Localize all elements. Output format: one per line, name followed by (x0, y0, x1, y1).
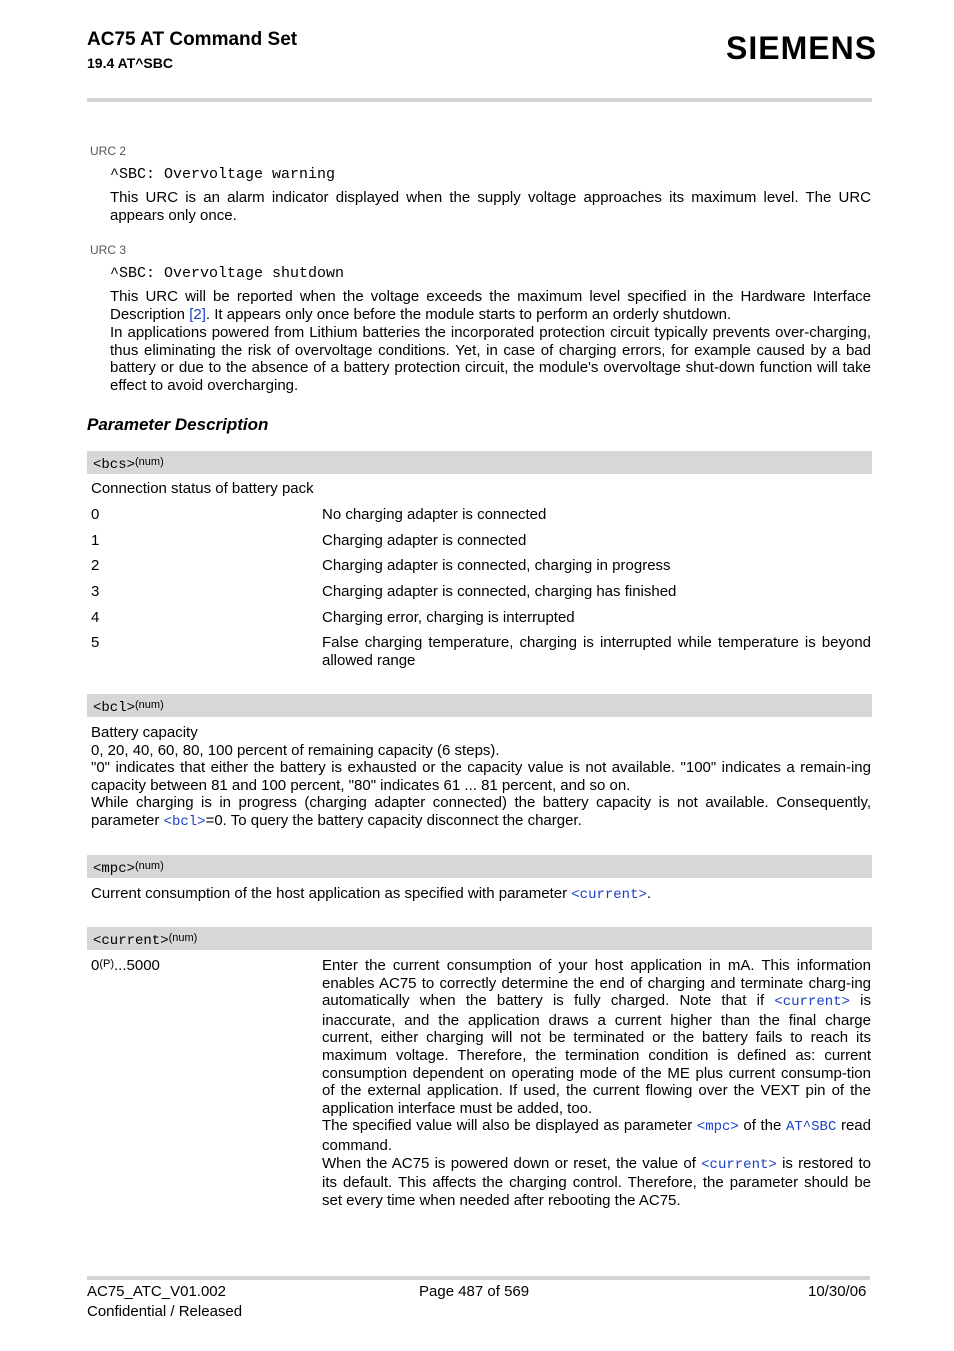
bcl-param-name: <bcl> (93, 700, 136, 716)
bcs-value: 3 (91, 583, 100, 600)
urc3-description: This URC will be reported when the voltage exceeds the maximum level specified in the Hardware Interface Description [2]. It appears only once before the module starts to perform an orderly shutdown. (110, 288, 871, 323)
bcl-param-header (87, 694, 872, 717)
footer-page-number: Page 487 of 569 (419, 1283, 530, 1300)
bcs-value-desc: Charging adapter is connected (322, 532, 527, 549)
bcs-value: 5 (91, 634, 100, 651)
current-param-link[interactable]: <current> (571, 887, 647, 903)
current-param-link[interactable]: <current> (701, 1156, 777, 1173)
urc2-description: This URC is an alarm indicator displayed when the supply voltage approaches its maximum level. The URC appears only once. (110, 189, 871, 224)
current-param-type: (num) (168, 932, 198, 944)
bcs-value: 0 (91, 506, 100, 523)
parameter-description-title: Parameter Description (87, 415, 269, 434)
footer-doc-id: AC75_ATC_V01.002 (87, 1283, 226, 1300)
bcs-description: Connection status of battery pack (91, 480, 314, 497)
bcl-description: Battery capacity 0, 20, 40, 60, 80, 100 percent of remaining capacity (6 steps). "0" indicates that either the battery is exhausted or the capacity value is not available. "100" indicates a remain-ing capacity between 81 and 100 percent, "80" indicates 61 ... 81 percent, and so on. While charging is in progress (charging adapter connected) the battery capacity is not available. Consequently, parameter <bcl>=0. To query the battery capacity disconnect the charger. (91, 724, 871, 830)
footer-rule (87, 1276, 870, 1280)
bcs-value-desc: False charging temperature, charging is interrupted while temperature is beyond allowed range (322, 634, 871, 669)
section-heading: 19.4 AT^SBC (87, 55, 173, 71)
bcs-value: 4 (91, 609, 100, 626)
mpc-param-type: (num) (135, 860, 164, 872)
mpc-description: Current consumption of the host application as specified with parameter <current>. (91, 885, 652, 903)
bcs-value: 1 (91, 532, 100, 549)
bcs-value-desc: Charging adapter is connected, charging has finished (322, 583, 677, 600)
current-param-name: <current> (93, 933, 169, 949)
document-title: AC75 AT Command Set (87, 29, 298, 50)
urc2-label: URC 2 (90, 144, 127, 158)
header-rule (87, 98, 872, 102)
urc3-label: URC 3 (90, 243, 127, 257)
current-range: $0^{(P)}...5000$ (91, 957, 160, 974)
reference-link[interactable]: [2] (189, 305, 206, 323)
current-param-link[interactable]: <current> (774, 994, 850, 1011)
bcs-value: 2 (91, 557, 100, 574)
current-param-header (87, 927, 872, 950)
urc2-code: ^SBC: Overvoltage warning (110, 166, 336, 183)
current-description: Enter the current consumption of your host application in mA. This information enables AC75 to correctly determine the end of charging and terminate charg-ing automatically when the battery is fully charged. Note that if <current> is inaccurate, and the application draws a current higher than the final charge current, either charging will not be terminated or the battery fails to reach its maximum voltage. Therefore, the termination condition is defined as: current consumption dependent on operating mode of the ME plus current consump-tion of the external application. If used, the current flowing over the VEXT pin of the application interface must be added, too. The specified value will also be displayed as parameter <mpc> of the AT^SBC read command. When the AC75 is powered down or reset, the value of <current> is restored to its default. This affects the charging control. Therefore, the parameter should be set every time when needed after rebooting the AC75. (322, 957, 871, 1209)
siemens-logo: SIEMENS (726, 30, 878, 66)
bcs-param-header (87, 451, 872, 474)
footer-status: Confidential / Released (87, 1303, 243, 1320)
urc3-code: ^SBC: Overvoltage shutdown (110, 265, 345, 282)
footer-date: 10/30/06 (808, 1283, 867, 1300)
mpc-param-link[interactable]: <mpc> (696, 1119, 739, 1136)
bcl-param-type: (num) (135, 699, 164, 711)
bcs-value-desc: Charging adapter is connected, charging in progress (322, 557, 671, 574)
mpc-param-name: <mpc> (93, 861, 136, 877)
bcs-param-name: <bcs> (93, 457, 136, 473)
bcs-param-type: (num) (135, 456, 164, 468)
bcs-value-desc: No charging adapter is connected (322, 506, 547, 523)
bcs-value-desc: Charging error, charging is interrupted (322, 609, 575, 626)
at-sbc-command-link[interactable]: AT^SBC (785, 1119, 837, 1136)
bcl-param-link[interactable]: <bcl> (163, 813, 206, 830)
urc3-lithium-note: In applications powered from Lithium batteries the incorporated protection circuit typically prevents over-charging, thus eliminating the risk of overvoltage conditions. Yet, in case of charging errors, for example caused by a bad battery or due to the absence of a battery protection circuit, the module's overvoltage shut-down function will take effect to avoid overcharging. (110, 324, 871, 394)
mpc-param-header (87, 855, 872, 878)
